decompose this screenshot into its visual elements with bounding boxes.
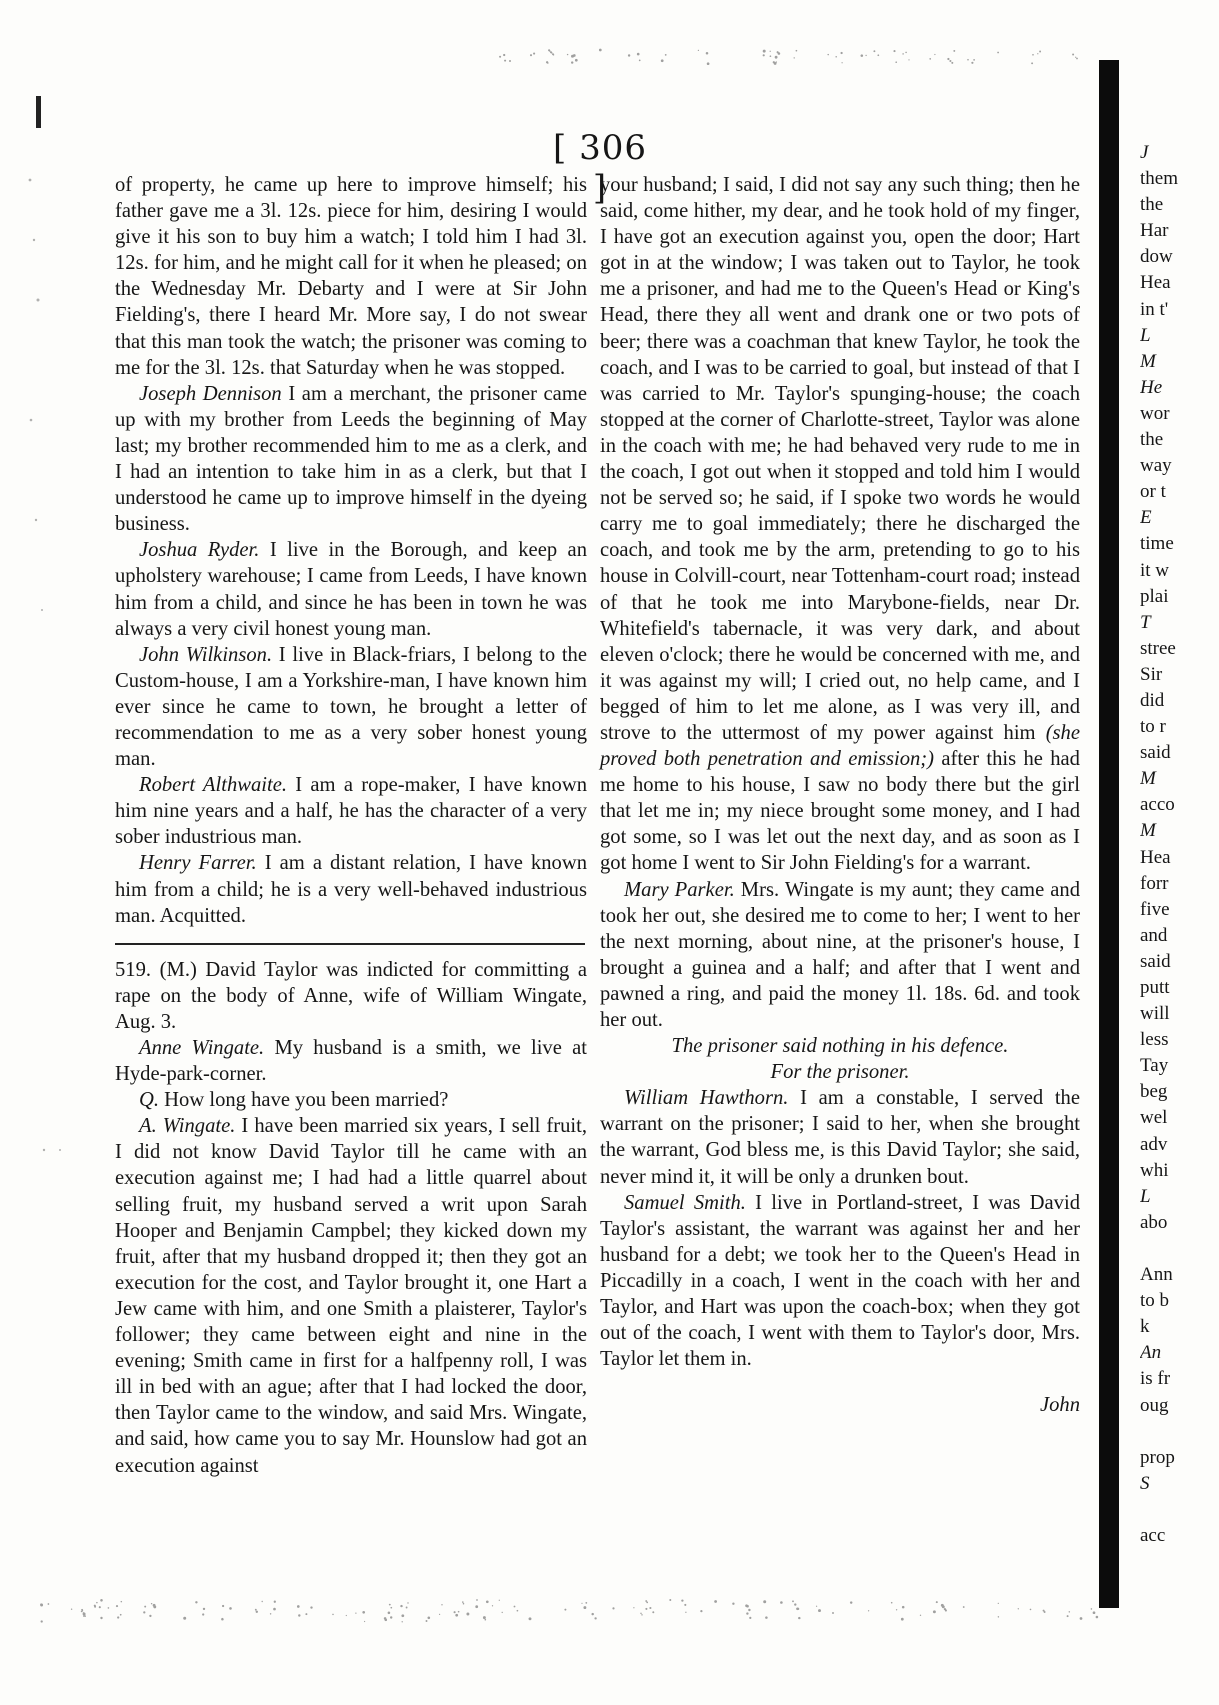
binding-gutter-shadow [1099,60,1119,1608]
fragment-line: wor [1140,402,1170,424]
fragment-line: Sir [1140,663,1163,685]
paragraph [115,1035,587,1087]
right-column [600,172,1080,1418]
fragment-line: less [1140,1029,1169,1051]
fragment-line: will [1140,1003,1170,1025]
paragraph-text: I live in Black-friars, I belong to the Custom-house, I am a Yorkshire-man, I have known him ever since he came to town, he brought a letter of recommendation to me as a very sober honest young man. [115,643,587,771]
paragraph [115,172,587,381]
paragraph-text: I am a constable, I served the warrant on the prisoner; I said to her, when she brought the warrant, God bless me, is this David Taylor; she said, never mind it, it will be only a drunken bout. [600,1087,1080,1188]
speaker-name: Joseph Dennison [139,382,282,405]
paragraph [115,850,587,928]
fragment-line: to b [1140,1290,1170,1312]
fragment-line: stree [1140,637,1176,659]
fragment-line: the [1140,194,1164,216]
fragment-line: abo [1140,1211,1168,1233]
fragment-line: He [1140,376,1163,398]
paragraph [600,1190,1080,1373]
fragment-line: or t [1140,481,1166,503]
fragment-line: dow [1140,246,1173,268]
fragment-line: An [1140,1342,1162,1364]
paragraph [600,877,1080,1034]
speaker-name: William Hawthorn. [624,1087,789,1110]
defence-statement: The prisoner said nothing in his defence. [671,1035,1009,1058]
paragraph [115,381,587,538]
fragment-line: adv [1140,1133,1168,1155]
paragraph [115,772,587,850]
fragment-line: Tay [1140,1055,1169,1077]
fragment-line: the [1140,429,1164,451]
paragraph [115,1087,587,1113]
paragraph-text: I am a merchant, the prisoner came up with my brother from Leeds the beginning of May last; my brother recommended him to me as a clerk, and I had an intention to take him in as a clerk, but that I understood he came up to improve himself in the dyeing business. [115,382,587,536]
fragment-line: Hea [1140,846,1171,868]
fragment-line: beg [1140,1081,1168,1103]
fragment-line: Ann [1140,1264,1173,1286]
fragment-line: putt [1140,977,1170,998]
fragment-line [1140,1236,1219,1262]
paragraph-text: I live in Portland-street, I was David Taylor's assistant, the warrant was against her and her husband for a debt; we took her to the Queen's Head in Piccadilly in a coach, I went in the coach with her and Taylor, and Hart was upon the coach-box; when they got out of the coach, I went with them to Taylor's door, Mrs. Taylor let them in. [600,1191,1080,1371]
paragraph-text: 519. (M.) David Taylor was indicted for committing a rape on the body of Anne, wife of William Wingate, Aug. 3. [115,958,587,1033]
fragment-line: k [1140,1316,1150,1338]
fragment-line: plai [1140,585,1169,607]
fragment-line: said [1140,950,1171,972]
paragraph-text: How long have you been married? [159,1089,449,1112]
paragraph-text: I am a distant relation, I have known him from a child; he is a very well-behaved industrious man. Acquitted. [115,852,587,927]
margin-bracket-mark [36,96,41,128]
fragment-line: S [1140,1472,1150,1494]
left-testimony-block [115,172,587,929]
fragment-line: time [1140,533,1174,555]
fragment-line: did [1140,689,1165,711]
trial-519-block [115,957,587,1479]
fragment-line: M [1140,350,1156,372]
catchword: John [1039,1394,1080,1417]
defence-witnesses-block [600,1085,1080,1372]
paragraph-text: of property, he came up here to improve himself; his father gave me a 3l. 12s. piece for him, desiring I would give it his son to buy him a watch; I told him I had 3l. 12s. for him, and he might call for it when he pleased; on the Wednesday Mr. Debarty and I were at Sir John Fielding's, there I heard Mr. More say, I do not swear that this man took the watch; the prisoner was coming to me for the 3l. 12s. that Saturday when he was stopped. [115,174,587,379]
paragraph [115,1113,587,1478]
fragment-line [1140,1497,1219,1523]
speaker-name: Henry Farrer. [139,852,257,875]
editorial-note: (she proved both penetration and emission;) [600,721,1080,771]
paragraph-text: your husband; I said, I did not say any such thing; then he said, come hither, my dear, and he took hold of my finger, I have got an execution against you, open the door; Hart got in at the window; I was taken out to Taylor, he took me a prisoner, and had me to the Queen's Head or King's Head, there they all went and drank one or two pots of beer; there was a coachman that knew Taylor, he took the coach, and I was to be carried to goal, but instead of that I was carried to Mr. Taylor's spunging-house; the coach stopped at the corner of Charlotte-street, Taylor was alone in the coach with me; he had behaved very rude to me in the coach, I got out when it stopped and told him I would not be served so; he said, if I spoke two words he would carry me to goal immediately; there he discharged the coach, and took me by the arm, pretending to go to his house in Colvill-court, near Tottenham-court road; instead of that he took me into Marybone-fields, near Dr. Whitefield's tabernacle, it was very dark, and about eleven o'clock; there he would be concerned with me, and it was against my will; I cried out, no help came, and I begged of him to let me alone, as I was very ill, and strove to the uttermost of my power against him [600,174,1080,744]
fragment-line: J [1140,142,1149,163]
fragment-line: T [1140,611,1151,633]
right-testimony-block [600,172,1080,1033]
paragraph-text: I live in the Borough, and keep an upholstery warehouse; I came from Leeds, I have known him from a child, and since he has been in town he was always a very civil honest young man. [115,539,587,640]
paragraph-text: I have been married six years, I sell fruit, I did not know David Taylor till he came with an execution against me; I had had a little quarrel about selling fruit, my husband served a writ upon Sarah Hooper and Benjamin Campbel; they kicked down my fruit, after that my husband dropped it; then they got an execution for the cost, and Taylor brought it, one Hart a Jew came with him, and one Smith a plaisterer, Taylor's follower; they came between eight and nine in the evening; Smith came in first for a halfpenny roll, I was ill in bed with an ague; after that I had locked the door, then Taylor came to the window, and said Mrs. Wingate, and said, how came you to say Mr. Hounslow had got an execution against [115,1115,587,1477]
fragment-line: it w [1140,559,1170,581]
paragraph-text: Mrs. Wingate is my aunt; they came and took her out, she desired me to come to her; I went to her the next morning, about nine, at the prisoner's house, I brought a guinea and a half; and after that I went and pawned a ring, and paid the money 1l. 18s. 6d. and took her out. [600,878,1081,1031]
paragraph-text: I am a rope-maker, I have known him nine years and a half, he has the character of a very sober industrious man. [115,774,587,849]
paragraph [600,1085,1080,1189]
fragment-line: L [1140,1185,1151,1207]
for-prisoner-heading: For the prisoner. [770,1061,910,1084]
fragment-line: way [1140,455,1172,477]
paragraph [115,957,587,1035]
speaker-name: Joshua Ryder. [139,539,260,562]
speaker-name: Mary Parker. [624,878,735,901]
page-number: [ 306 ] [553,128,647,208]
paragraph [115,537,587,641]
fragment-line: in t' [1140,298,1169,320]
fragment-line: said [1140,742,1171,764]
fragment-line: wel [1140,1107,1168,1129]
fragment-line: to r [1140,716,1166,738]
fragment-line [1140,1419,1219,1445]
speaker-name: A. Wingate. [139,1115,236,1138]
fragment-line: Hea [1140,272,1171,294]
paragraph-text: My husband is a smith, we live at Hyde-park-corner. [115,1037,587,1086]
adjacent-page-fragments [1140,140,1219,1549]
paragraph [115,642,587,772]
fragment-line: prop [1140,1446,1175,1468]
fragment-line: M [1140,820,1156,842]
fragment-line: and [1140,924,1168,946]
fragment-line: E [1140,507,1152,529]
fragment-line: is fr [1140,1368,1171,1390]
fragment-line: acco [1140,794,1175,816]
paragraph [600,172,1080,877]
fragment-line: acc [1140,1524,1166,1546]
section-divider-rule [115,943,585,945]
fragment-line: them [1140,168,1178,190]
paragraph-text-continued: after this he had me home to his house, I saw no body there but the girl that let me in; my niece brought some money, and I had got some, so I was let out the next day, and as soon as I got home I went to Sir John Fielding's for a warrant. [600,748,1080,875]
fragment-line: five [1140,898,1170,920]
speaker-name: Samuel Smith. [624,1191,746,1214]
speaker-name: Robert Althwaite. [139,774,288,797]
fragment-line: Har [1140,220,1169,242]
fragment-line: oug [1140,1394,1169,1416]
speaker-name: Q. [139,1089,160,1112]
speaker-name: John Wilkinson. [139,643,273,666]
fragment-line: L [1140,324,1151,346]
speaker-name: Anne Wingate. [139,1037,265,1059]
fragment-line: whi [1140,1159,1169,1181]
fragment-line: forr [1140,872,1169,894]
left-column [115,172,587,1479]
fragment-line: M [1140,768,1156,790]
